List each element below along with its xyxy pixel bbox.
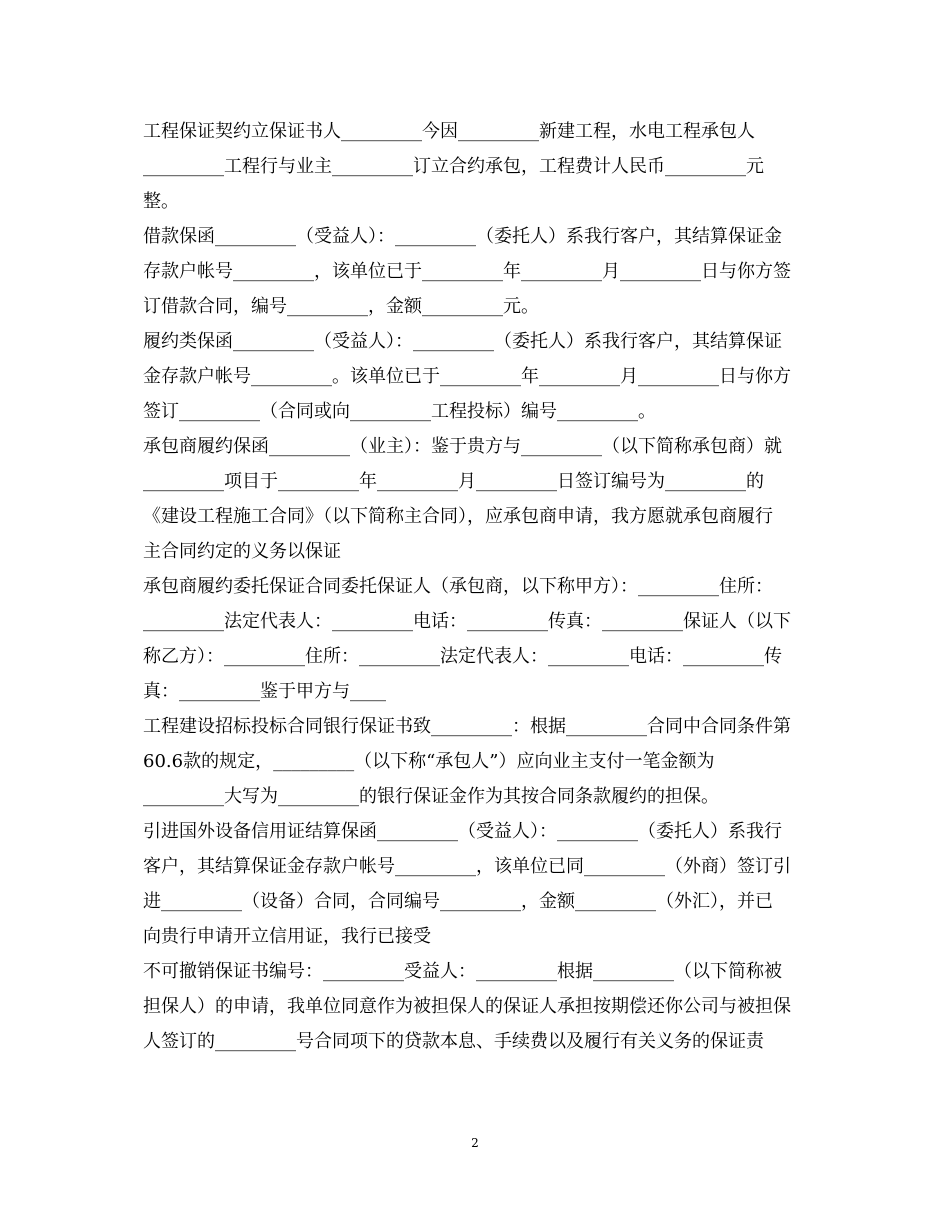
text-line: 承包商履约保函_________（业主）：鉴于贵方与_________（以下简称承包商）就: [143, 436, 782, 457]
text-line: 向贵行申请开立信用证，我行已接受: [143, 926, 431, 947]
text-line: 引进国外设备信用证结算保函_________（受益人）：_________（委托人）系我行: [143, 821, 782, 842]
text-line: _________项目于_________年_________月_________日签订编号为_________的: [143, 471, 764, 492]
text-line: 60.6款的规定，_________（以下称“承包人”）应向业主支付一笔金额为: [143, 751, 715, 772]
text-line: _________大写为_________的银行保证金作为其按合同条款履约的担保。: [143, 786, 719, 807]
text-line: 履约类保函_________（受益人）：_________（委托人）系我行客户，其结算保证: [143, 331, 782, 352]
text-line: _________法定代表人：_________电话：_________传真：_________保证人（以下: [143, 611, 791, 632]
text-line: 存款户帐号_________，该单位已于_________年_________月_________日与你方签: [143, 261, 791, 282]
text-line: 担保人）的申请，我单位同意作为被担保人的保证人承担按期偿还你公司与被担保: [143, 996, 791, 1017]
text-line: 进_________（设备）合同，合同编号_________，金额_________（外汇），并已: [143, 891, 773, 912]
text-line: _________工程行与业主_________订立合约承包，工程费计人民币_________元: [143, 156, 764, 177]
text-line: 签订_________（合同或向_________工程投标）编号_________。: [143, 401, 656, 422]
text-line: 借款保函_________（受益人）：_________（委托人）系我行客户，其结算保证金: [143, 226, 782, 247]
text-line: 金存款户帐号_________。该单位已于_________年_________月_________日与你方: [143, 366, 791, 387]
text-line: 《建设工程施工合同》（以下简称主合同），应承包商申请，我方愿就承包商履行: [143, 506, 773, 527]
page-number: 2: [471, 1136, 479, 1150]
text-line: 承包商履约委托保证合同委托保证人（承包商，以下称甲方）：_________住所：: [143, 576, 773, 597]
text-line: 称乙方）：_________住所：_________法定代表人：_________电话：_________传: [143, 646, 782, 667]
document-body: [143, 114, 811, 1059]
text-line: 订借款合同，编号_________，金额_________元。: [143, 296, 539, 317]
text-line: 工程建设招标投标合同银行保证书致_________：根据_________合同中合同条件第: [143, 716, 791, 737]
text-line: 客户，其结算保证金存款户帐号_________，该单位已同_________（外商）签订引: [143, 856, 791, 877]
text-line: 整。: [143, 191, 179, 212]
text-line: 不可撤销保证书编号：_________受益人：_________根据_________（以下简称被: [143, 961, 782, 982]
text-line: 工程保证契约立保证书人_________今因_________新建工程，水电工程承包人: [143, 121, 755, 142]
text-line: 真：_________鉴于甲方与____: [143, 681, 386, 702]
text-line: 主合同约定的义务以保证: [143, 541, 341, 562]
text-line: 人签订的_________号合同项下的贷款本息、手续费以及履行有关义务的保证责: [143, 1031, 764, 1052]
